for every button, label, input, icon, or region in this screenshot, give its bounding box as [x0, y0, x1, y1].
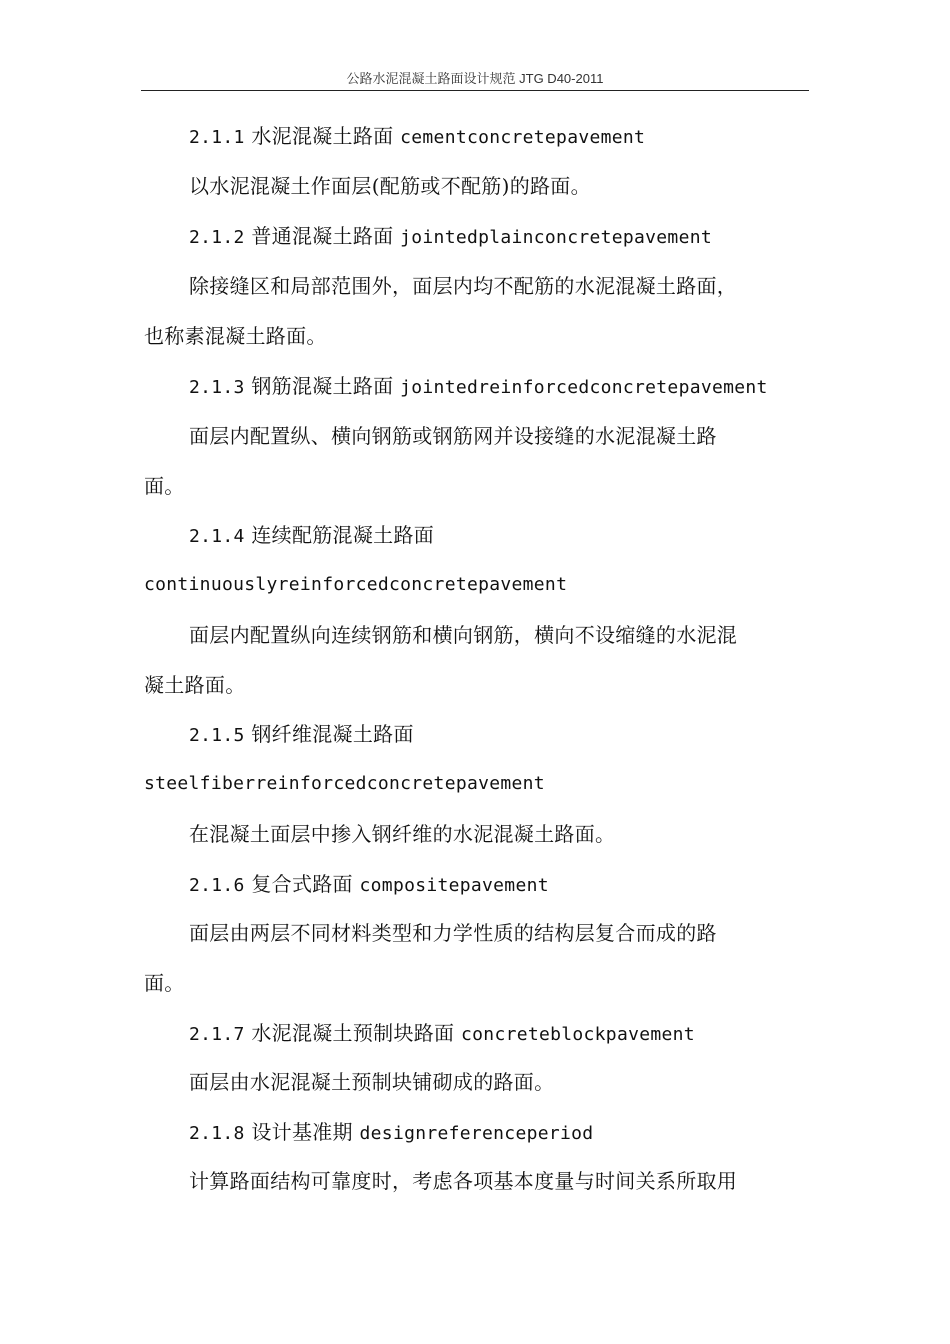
term-chinese: 设计基准期	[251, 1120, 353, 1144]
term-definition: 面层内配置纵向连续钢筋和横向钢筋，横向不设缩缝的水泥混	[189, 623, 738, 647]
term-definition: 面层由两层不同材料类型和力学性质的结构层复合而成的路	[189, 921, 717, 945]
term-chinese: 连续配筋混凝土路面	[251, 523, 435, 547]
term-heading-2-1-5	[189, 719, 414, 751]
term-number: 2.1.6	[189, 875, 245, 896]
term-definition-continued: 面。	[144, 971, 185, 995]
term-english: compositepavement	[359, 875, 549, 896]
term-english: steelfiberreinforcedconcretepavement	[144, 773, 545, 794]
term-english: cementconcretepavement	[400, 127, 646, 148]
term-definition: 以水泥混凝土作面层(配筋或不配筋)的路面。	[189, 174, 591, 198]
term-number: 2.1.5	[189, 725, 245, 746]
term-definition: 除接缝区和局部范围外，面层内均不配筋的水泥混凝土路面，	[189, 274, 738, 298]
term-number: 2.1.4	[189, 526, 245, 547]
term-heading-2-1-8	[189, 1117, 593, 1149]
running-header	[141, 68, 809, 91]
term-english: concreteblockpavement	[461, 1024, 695, 1045]
term-english: continuouslyreinforcedconcretepavement	[144, 574, 568, 595]
term-chinese: 普通混凝土路面	[251, 224, 394, 248]
term-english: jointedplainconcretepavement	[400, 227, 712, 248]
term-chinese: 水泥混凝土路面	[251, 124, 394, 148]
term-heading-2-1-6	[189, 869, 549, 901]
term-number: 2.1.2	[189, 227, 245, 248]
term-heading-2-1-1	[189, 121, 645, 153]
term-definition-continued: 面。	[144, 474, 185, 498]
term-definition-continued: 也称素混凝土路面。	[144, 324, 327, 348]
term-heading-2-1-4	[189, 520, 434, 552]
term-definition: 计算路面结构可靠度时，考虑各项基本度量与时间关系所取用	[189, 1169, 738, 1193]
term-number: 2.1.7	[189, 1024, 245, 1045]
term-chinese: 复合式路面	[251, 872, 353, 896]
term-heading-2-1-7	[189, 1018, 695, 1050]
term-number: 2.1.1	[189, 127, 245, 148]
term-heading-2-1-2	[189, 221, 712, 253]
term-chinese: 钢筋混凝土路面	[251, 374, 394, 398]
term-heading-2-1-3	[189, 371, 768, 403]
term-english: jointedreinforcedconcretepavement	[400, 377, 768, 398]
header-title: 公路水泥混凝土路面设计规范 JTG D40-2011	[346, 71, 604, 86]
term-number: 2.1.3	[189, 377, 245, 398]
term-chinese: 水泥混凝土预制块路面	[251, 1021, 455, 1045]
term-number: 2.1.8	[189, 1123, 245, 1144]
term-definition: 面层内配置纵、横向钢筋或钢筋网并设接缝的水泥混凝土路	[189, 424, 717, 448]
term-definition-continued: 凝土路面。	[144, 673, 246, 697]
term-english: designreferenceperiod	[359, 1123, 594, 1144]
term-definition: 在混凝土面层中掺入钢纤维的水泥混凝土路面。	[189, 822, 616, 846]
term-chinese: 钢纤维混凝土路面	[251, 722, 414, 746]
term-definition: 面层由水泥混凝土预制块铺砌成的路面。	[189, 1070, 555, 1094]
